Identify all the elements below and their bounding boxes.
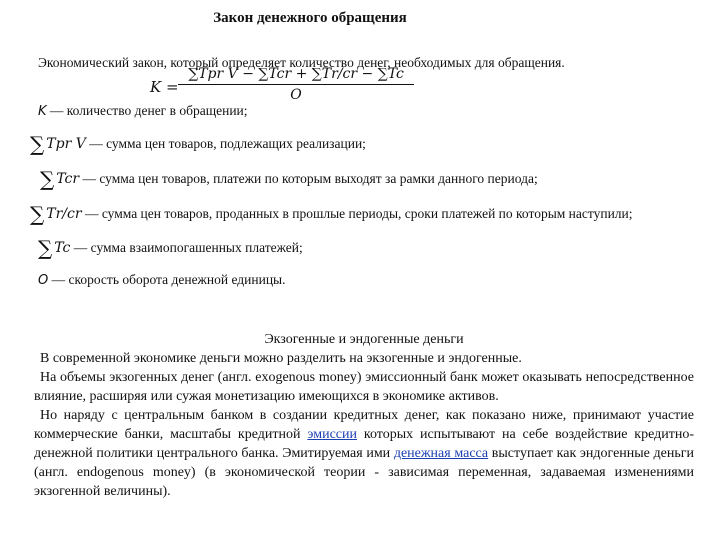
definition-k bbox=[38, 103, 248, 119]
formula-fraction bbox=[178, 66, 414, 103]
item2-text: — сумма цен товаров, платежи по которым выходят за рамки данного периода; bbox=[79, 171, 538, 186]
money-supply-link[interactable]: денежная масса bbox=[393, 446, 489, 461]
item1-symbol: Tpr V bbox=[46, 136, 86, 152]
paragraph-3-part-b: которых испытывают на себе воздействие кредитно-денежной политики центрального банка. Эмитируемая ими bbox=[34, 427, 694, 461]
paragraph-3 bbox=[34, 406, 694, 501]
definition-item3 bbox=[30, 202, 633, 226]
item1-formula bbox=[30, 132, 86, 156]
formula-lhs: K = bbox=[150, 78, 179, 96]
k-symbol: K bbox=[38, 104, 47, 119]
item4-formula bbox=[38, 236, 71, 260]
o-symbol: O bbox=[38, 273, 49, 288]
paragraph-3-part-c: выступает как эндогенные деньги (англ. endogenous money) (в экономической теории - зависимая переменная, задаваемая изменениями экзогенной величины). bbox=[34, 446, 694, 499]
sigma-icon: ∑ bbox=[38, 236, 53, 260]
paragraph-1: В современной экономике деньги можно разделить на экзогенные и эндогенные. bbox=[40, 351, 522, 366]
o-text: — скорость оборота денежной единицы. bbox=[48, 272, 286, 287]
definition-item4 bbox=[38, 236, 303, 260]
k-text: — количество денег в обращении; bbox=[46, 103, 248, 118]
item3-symbol: Tr/cr bbox=[46, 206, 82, 222]
definition-item1 bbox=[30, 132, 366, 156]
sigma-icon: ∑ bbox=[40, 167, 55, 191]
money-types-section bbox=[34, 330, 694, 501]
intro-text: Экономический закон, который определяет количество денег, необходимых для обращения. bbox=[38, 55, 565, 70]
page-title: Закон денежного обращения bbox=[213, 10, 407, 26]
item3-text: — сумма цен товаров, проданных в прошлые периоды, сроки платежей по которым наступили; bbox=[81, 206, 633, 221]
section-heading: Экзогенные и эндогенные деньги bbox=[264, 332, 464, 347]
paragraph-3-part-a: Но наряду с центральным банком в создании кредитных денег, как показано ниже, принимают участие коммерческие банки, масштабы кредитной bbox=[34, 408, 694, 442]
definition-o bbox=[38, 272, 286, 288]
item2-formula bbox=[40, 167, 80, 191]
sigma-icon: ∑ bbox=[30, 202, 45, 226]
item4-symbol: Tc bbox=[54, 240, 71, 256]
item1-text: — сумма цен товаров, подлежащих реализации; bbox=[85, 136, 366, 151]
definition-item2 bbox=[40, 167, 538, 191]
paragraph-2: На объемы экзогенных денег (англ. exogenous money) эмиссионный банк может оказывать непосредственное влияние, расширяя или сужая монетизацию имеющихся в экономике активов. bbox=[34, 370, 694, 404]
item2-symbol: Tcr bbox=[56, 171, 80, 187]
item4-text: — сумма взаимопогашенных платежей; bbox=[70, 240, 303, 255]
formula-denominator: O bbox=[290, 87, 302, 103]
emission-link[interactable]: эмиссии bbox=[307, 427, 357, 442]
sigma-icon: ∑ bbox=[30, 132, 45, 156]
formula-numerator: ∑Tpr V − ∑Tcr + ∑Tr/cr − ∑Tc bbox=[178, 66, 414, 85]
item3-formula bbox=[30, 202, 82, 226]
